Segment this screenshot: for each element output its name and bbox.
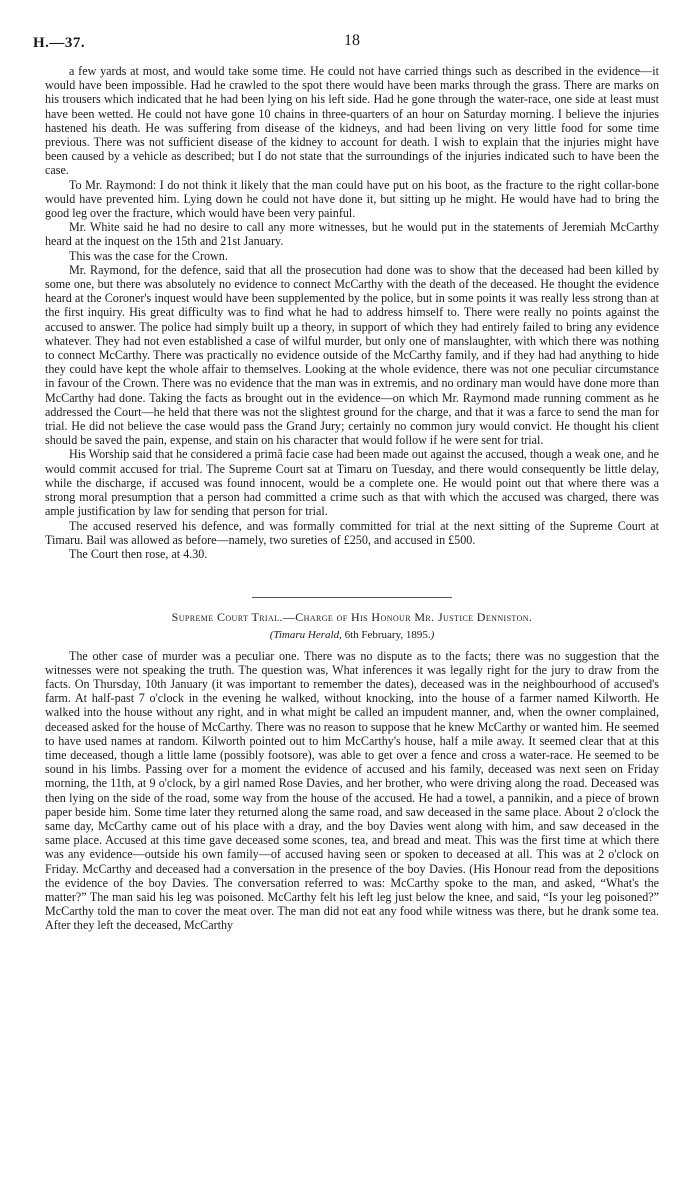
paragraph: His Worship said that he considered a primâ facie case had been made out against the accused, though a weak one, and he would commit accused for trial. The Supreme Court sat at Timaru on Tuesday, and there would consequently be little delay, while the discharge, if accused was found innocent, would be a complete one. He would point out that where there was a strong moral presumption that a person had committed a crime such as that with which the accused was charged, there was ample justification by law for sending that person for trial. [45,447,659,519]
paragraph: The accused reserved his defence, and was formally committed for trial at the next sitting of the Supreme Court at Timaru. Bail was allowed as before—namely, two sureties of £250, and accused in £500. [45,518,659,547]
paragraph: The Court then rose, at 4.30. [69,546,208,561]
section-divider [252,597,452,598]
paragraph: This was the case for the Crown. [69,248,228,263]
section-title: Supreme Court Trial.—Charge of His Honour Mr. Justice Denniston. [171,610,533,625]
source-citation: (Timaru Herald, 6th February, 1895.) [269,629,435,642]
paragraph: To Mr. Raymond: I do not think it likely that the man could have put on his boot, as the fracture to the right collar-bone would have prevented him. Lying down he could not have done it, but sitting up he might. He would have had to bring the good leg over the fracture, which would have been very painful. [45,177,659,221]
paragraph: The other case of murder was a peculiar one. There was no dispute as to the facts; there was no suggestion that the witnesses were not speaking the truth. The question was, What inferences it was legally right for the jury to draw from the facts. On Thursday, 10th January (it was important to remember the dates), deceased was in the neighbourhood of accused's farm. At half-past 7 o'clock in the evening he walked, without knocking, into the house of a farmer named Kilworth. He walked into the house without any right, and in what might be called an impudent manner, and, when the owner complained, deceased asked for the house of McCarthy. There was no reason to suppose that he knew McCarthy or wanted him. He seemed to have used names at random. Kilworth pointed out to him McCarthy's house, half a mile away. It seemed clear that at this time deceased, though a little lame (possibly footsore), was able to get over a fence and cross a water-race. He seemed to be sound in his limbs. Passing over for a moment the evidence of accused and his family, deceased was next seen on Friday morning, the 11th, at 9 o'clock, by a girl named Rose Davies, and her brother, who were driving along the road. Deceased was then lying on the side of the road, some way from the house of the accused. He had a towel, a pannikin, and a piece of brown paper beside him. Some time later they returned along the same road, and saw deceased in the same place. About 2 o'clock the same day, McCarthy came out of his place with a dray, and the boy Davies went along with him, and saw deceased in the same place. Accused at this time gave deceased some scones, tea, and bread and meat. This was the first time at which there was any evidence—outside his own family—of accused having seen or spoken to deceased at all. This was at 2 o'clock on Friday. McCarthy and deceased had a conversation in the presence of the boy Davies. (His Honour read from the depositions the evidence of the boy Davies. The conversation referred to was: McCarthy spoke to the man, and asked, “What's the matter?” The man said his leg was poisoned. McCarthy felt his left leg just below the knee, and said, “Is your leg poisoned?” McCarthy told the man to cover the meat over. The man did not eat any food while witness was there, but he drank some tea. After they left the deceased, McCarthy [45,648,659,933]
paragraph: a few yards at most, and would take some time. He could not have carried things such as described in the evidence—it would have been impossible. Had he crawled to the spot there would have been marks through the grass. There are marks on his trousers which indicated that he had been lying on his left side. Had he gone through the water-race, one side at least must have been wetted. He could not have gone 10 chains in three-quarters of an hour on Saturday morning. I believe the injuries hastened his death. He was suffering from disease of the kidneys, and had been living on very little food for some time previous. There was not sufficient disease of the kidney to account for death. I wish to explain that the injuries might have been caused by a vehicle as described; but I do not state that the surroundings of the injuries indicated such to have been the case. [45,64,659,178]
committal-hearing-section [45,64,659,561]
supreme-court-section [45,610,659,932]
paragraph: Mr. White said he had no desire to call any more witnesses, but he would put in the statements of Jeremiah McCarthy heard at the inquest on the 15th and 21st January. [45,220,659,249]
source-paper: Timaru Herald [273,629,340,642]
paragraph: Mr. Raymond, for the defence, said that all the prosecution had done was to show that the deceased had been killed by some one, but there was absolutely no evidence to connect McCarthy with the death of the deceased. He thought the evidence heard at the Coroner's inquest would have been supplemented by the police, but in some points it was really less strong than at the first inquiry. His great difficulty was to find what he had to address himself to. There were really no points against the accused to answer. The police had simply built up a theory, in support of which they had entirely failed to bring any evidence whatever. They had not even established a case of wilful murder, but only one of manslaughter, with which there was nothing to connect McCarthy. There was practically no evidence outside of the McCarthy family, and if they had had anything to hide they could have kept the whole affair to themselves. Looking at the whole evidence, there was not one peculiar circumstance in favour of the Crown. There was no evidence that the man was in extremis, and no ordinary man would have done more than McCarthy had done. Taking the facts as brought out in the evidence—on which Mr. Raymond made running comment as he addressed the Court—he held that there was not the slightest ground for the charge, and that it was a farce to send the man for trial. He did not believe the case would pass the Grand Jury; certainly no common jury would convict. He thought his client should be saved the pain, expense, and stain on his character that would follow if he were sent for trial. [45,262,659,448]
page-number: 18 [344,32,360,49]
source-date: , 6th February, 1895. [339,629,431,642]
document-reference: H.—37. [33,35,86,51]
page-header [33,32,659,64]
